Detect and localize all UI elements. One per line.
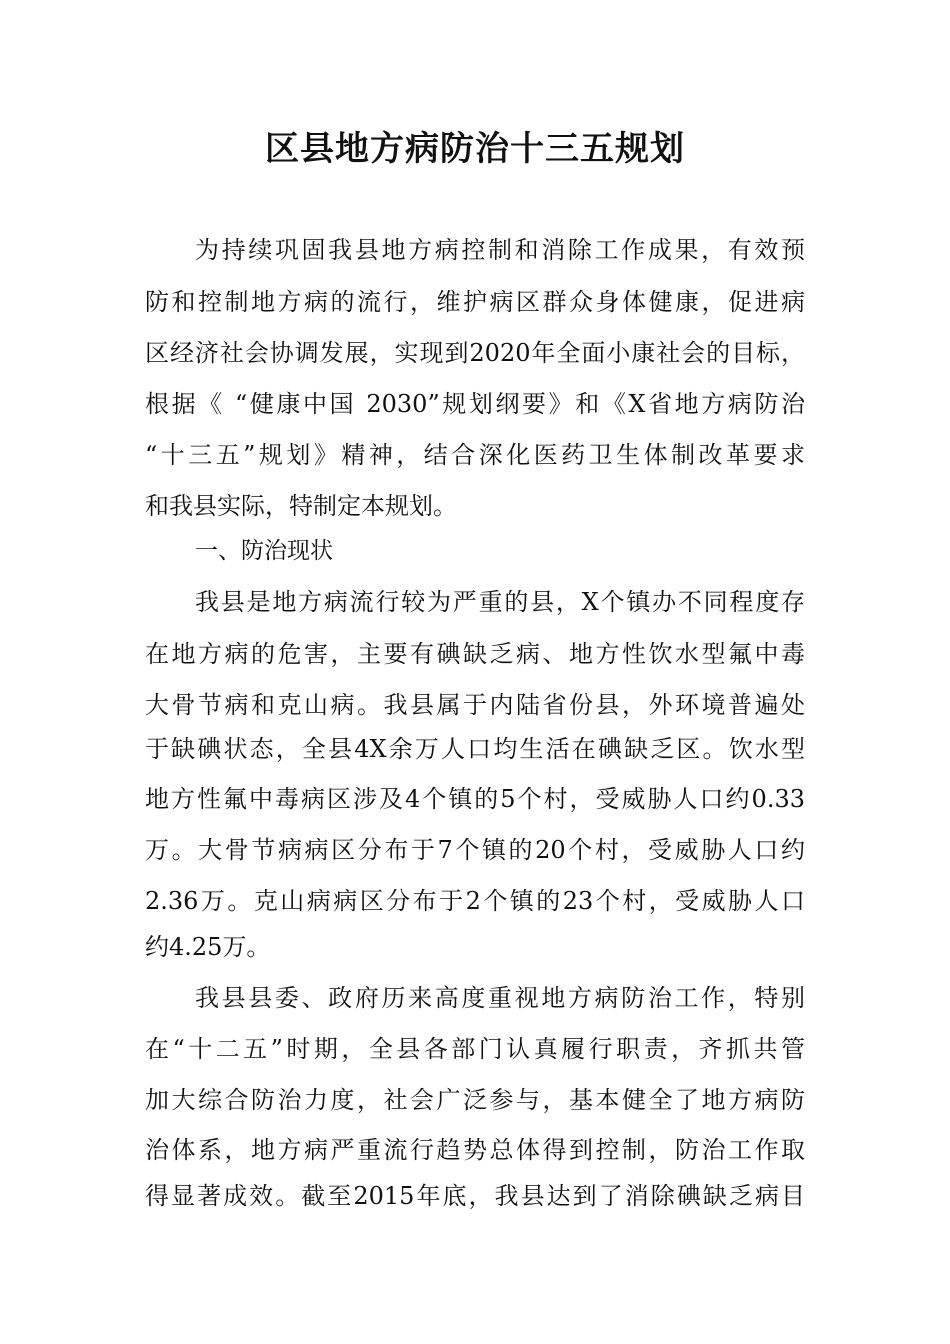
para3-line-1: 我县县委、政府历来高度重视地方病防治工作，特别	[195, 984, 805, 1012]
para2-line-6: 万。大骨节病病区分布于7个镇的20个村，受威胁人口约	[145, 836, 805, 864]
para2-line-7: 2.36万。克山病病区分布于2个镇的23个村，受威胁人口	[145, 887, 805, 915]
para3-line-3: 加大综合防治力度，社会广泛参与，基本健全了地方病防	[145, 1086, 805, 1114]
intro-line-3: 区经济社会协调发展，实现到2020年全面小康社会的目标，	[145, 339, 805, 367]
intro-line-4: 根据《 “健康中国 2030”规划纲要》和《X省地方病防治	[145, 390, 805, 418]
intro-line-2: 防和控制地方病的流行，维护病区群众身体健康，促进病	[145, 288, 805, 316]
para2-line-4: 于缺碘状态，全县4X余万人口均生活在碘缺乏区。饮水型	[145, 735, 805, 763]
document-title: 区县地方病防治十三五规划	[265, 129, 685, 169]
para2-line-8: 约4.25万。	[145, 933, 271, 961]
intro-line-1: 为持续巩固我县地方病控制和消除工作成果，有效预	[195, 236, 805, 264]
para2-line-2: 在地方病的危害，主要有碘缺乏病、地方性饮水型氟中毒	[145, 640, 805, 668]
para3-line-4: 治体系，地方病严重流行趋势总体得到控制，防治工作取	[145, 1136, 805, 1164]
para3-line-5: 得显著成效。截至2015年底，我县达到了消除碘缺乏病目	[145, 1182, 805, 1210]
intro-line-5: “十三五”规划》精神，结合深化医药卫生体制改革要求	[145, 441, 805, 469]
para2-line-1: 我县是地方病流行较为严重的县，X个镇办不同程度存	[195, 588, 805, 616]
para2-line-5: 地方性氟中毒病区涉及4个镇的5个村，受威胁人口约0.33	[145, 785, 805, 813]
para3-line-2: 在“十二五”时期，全县各部门认真履行职责，齐抓共管	[145, 1035, 805, 1063]
para2-line-3: 大骨节病和克山病。我县属于内陆省份县，外环境普遍处	[145, 691, 805, 719]
intro-line-6: 和我县实际，特制定本规划。	[145, 492, 457, 520]
section-heading-status: 一、防治现状	[195, 538, 333, 564]
